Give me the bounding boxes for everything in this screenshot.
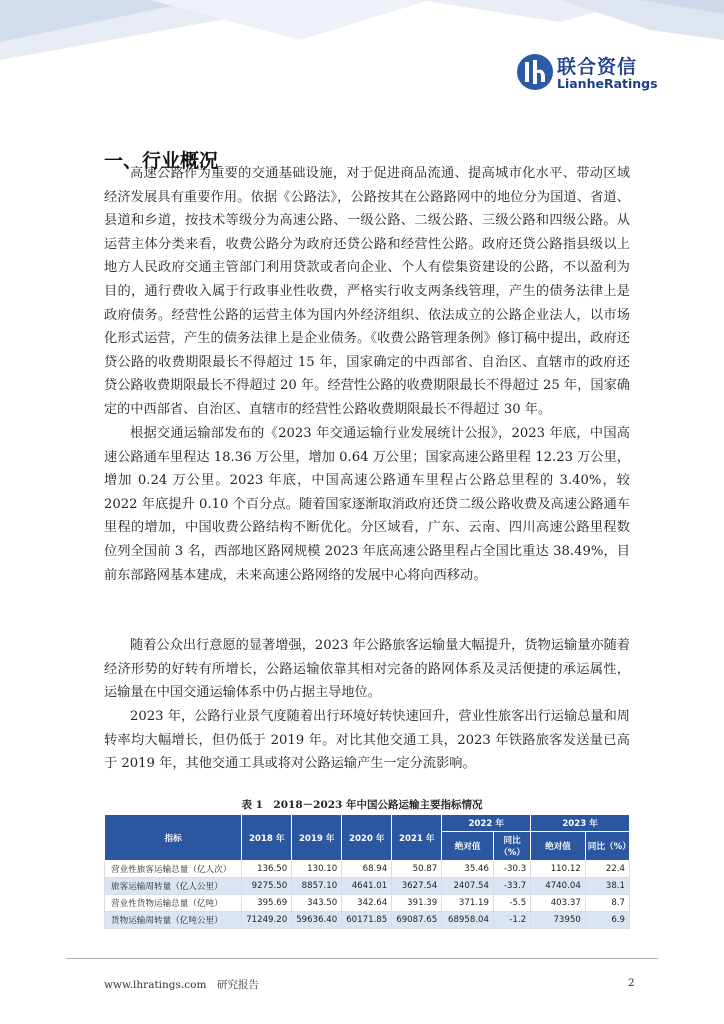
indicator-table <box>104 814 630 929</box>
table-cell: 9275.50 <box>242 878 292 895</box>
table-cell: 3627.54 <box>392 878 442 895</box>
table-cell: 38.1 <box>585 878 629 895</box>
table-cell: 110.12 <box>531 861 586 878</box>
table-cell: 136.50 <box>242 861 292 878</box>
brand-name-en: LianheRatings <box>557 76 658 91</box>
row-label: 营业性货物运输总量（亿吨） <box>105 895 242 912</box>
table-row <box>105 861 630 878</box>
table-cell: 130.10 <box>292 861 342 878</box>
table-cell: 8857.10 <box>292 878 342 895</box>
table-cell: 68958.04 <box>442 912 494 929</box>
table-cell: 342.64 <box>342 895 392 912</box>
table-cell: 403.37 <box>531 895 586 912</box>
table-cell: -30.3 <box>494 861 531 878</box>
paragraph-2: 根据交通运输部发布的《2023 年交通运输行业发展统计公报》，2023 年底，中国高速公路通车里程达 18.36 万公里，增加 0.64 万公里；国家高速公路里程 12.23 万公里，增加 0.24 万公里。2023 年底，中国高速公路通车里程占公路总里程的 3.40%，较 2022 年底提升 0.10 个百分点。随着国家逐渐取消政府还贷二级公路收费及高速公路通车里程的增加，中国收费公路结构不断优化。分区域看，广东、云南、四川高速公路里程数位列全国前 3 名，西部地区路网规模 2023 年底高速公路里程占全国比重达 38.49%，目前东部路网基本建成，未来高速公路网络的发展中心将向西移动。 <box>104 426 630 583</box>
subheader-2022-yoy: 同比（%） <box>494 832 531 861</box>
table-cell: 35.46 <box>442 861 494 878</box>
header-indicator: 指标 <box>105 815 242 861</box>
table-cell: 68.94 <box>342 861 392 878</box>
footer-divider <box>66 958 658 959</box>
header-2018: 2018 年 <box>242 815 292 861</box>
table-cell: 22.4 <box>585 861 629 878</box>
header-2019: 2019 年 <box>292 815 342 861</box>
page-number: 2 <box>628 977 635 989</box>
table-cell: 371.19 <box>442 895 494 912</box>
paragraph-3: 随着公众出行意愿的显著增强，2023 年公路旅客运输量大幅提升，货物运输量亦随着经济形势的好转有所增长，公路运输依靠其相对完备的路网体系及灵活便捷的承运属性，运输量在中国交通运输体系中仍占据主导地位。 <box>104 638 630 701</box>
table-row <box>105 912 630 929</box>
paragraph-1: 高速公路作为重要的交通基础设施，对于促进商品流通、提高城市化水平、带动区域经济发展具有重要作用。依据《公路法》，公路按其在公路路网中的地位分为国道、省道、县道和乡道，按技术等级分为高速公路、一级公路、二级公路、三级公路和四级公路。从运营主体分类来看，收费公路分为政府还贷公路和经营性公路。政府还贷公路指县级以上地方人民政府交通主管部门利用贷款或者向企业、个人有偿集资建设的公路，不以盈利为目的，通行费收入属于行政事业性收费，严格实行收支两条线管理，产生的债务法律上是政府债务。经营性公路的运营主体为国内外经济组织、依法成立的公路企业法人，以市场化形式运营，产生的债务法律上是企业债务。《收费公路管理条例》修订稿中提出，政府还贷公路的收费期限最长不得超过 15 年，国家确定的中西部省、自治区、直辖市的政府还贷公路收费期限最长不得超过 20 年。经营性公路的收费期限最长不得超过 25 年，国家确定的中西部省、自治区、直辖市的经营性公路收费期限最长不得超过 30 年。 <box>104 166 630 417</box>
footer-website: www.lhratings.com 研究报告 <box>104 979 259 991</box>
table-cell: 4740.04 <box>531 878 586 895</box>
table-cell: 395.69 <box>242 895 292 912</box>
table-cell: 69087.65 <box>392 912 442 929</box>
table-row <box>105 895 630 912</box>
table-row <box>105 878 630 895</box>
section-title: 一、行业概况 <box>104 150 219 172</box>
table-cell: 60171.85 <box>342 912 392 929</box>
table-caption: 表 1 2018－2023 年中国公路运输主要指标情况 <box>241 799 483 811</box>
row-label: 营业性旅客运输总量（亿人次） <box>105 861 242 878</box>
table-cell: -1.2 <box>494 912 531 929</box>
paragraph-4: 2023 年，公路行业景气度随着出行环境好转快速回升，营业性旅客出行运输总量和周转率均大幅增长，但仍低于 2019 年。对比其他交通工具，2023 年铁路旅客发送量已高于 2019 年，其他交通工具或将对公路运输产生一定分流影响。 <box>104 709 630 772</box>
table-cell: -33.7 <box>494 878 531 895</box>
row-label: 旅客运输周转量（亿人公里） <box>105 878 242 895</box>
header-2022: 2022 年 <box>442 815 531 832</box>
table-cell: -5.5 <box>494 895 531 912</box>
subheader-2022-abs: 绝对值 <box>442 832 494 861</box>
header-2023: 2023 年 <box>531 815 630 832</box>
table-cell: 8.7 <box>585 895 629 912</box>
brand-name-cn: 联合资信 <box>557 56 638 78</box>
table-cell: 71249.20 <box>242 912 292 929</box>
row-label: 货物运输周转量（亿吨公里） <box>105 912 242 929</box>
lianhe-logo-icon <box>517 54 553 90</box>
header-2020: 2020 年 <box>342 815 392 861</box>
header-2021: 2021 年 <box>392 815 442 861</box>
table-cell: 6.9 <box>585 912 629 929</box>
subheader-2023-abs: 绝对值 <box>531 832 586 861</box>
table-cell: 391.39 <box>392 895 442 912</box>
table-cell: 343.50 <box>292 895 342 912</box>
table-cell: 73950 <box>531 912 586 929</box>
table-cell: 50.87 <box>392 861 442 878</box>
table-cell: 2407.54 <box>442 878 494 895</box>
table-header-row <box>105 815 630 832</box>
table-cell: 59636.40 <box>292 912 342 929</box>
subheader-2023-yoy: 同比（%） <box>585 832 629 861</box>
brand-logo <box>517 52 658 96</box>
table-cell: 4641.01 <box>342 878 392 895</box>
